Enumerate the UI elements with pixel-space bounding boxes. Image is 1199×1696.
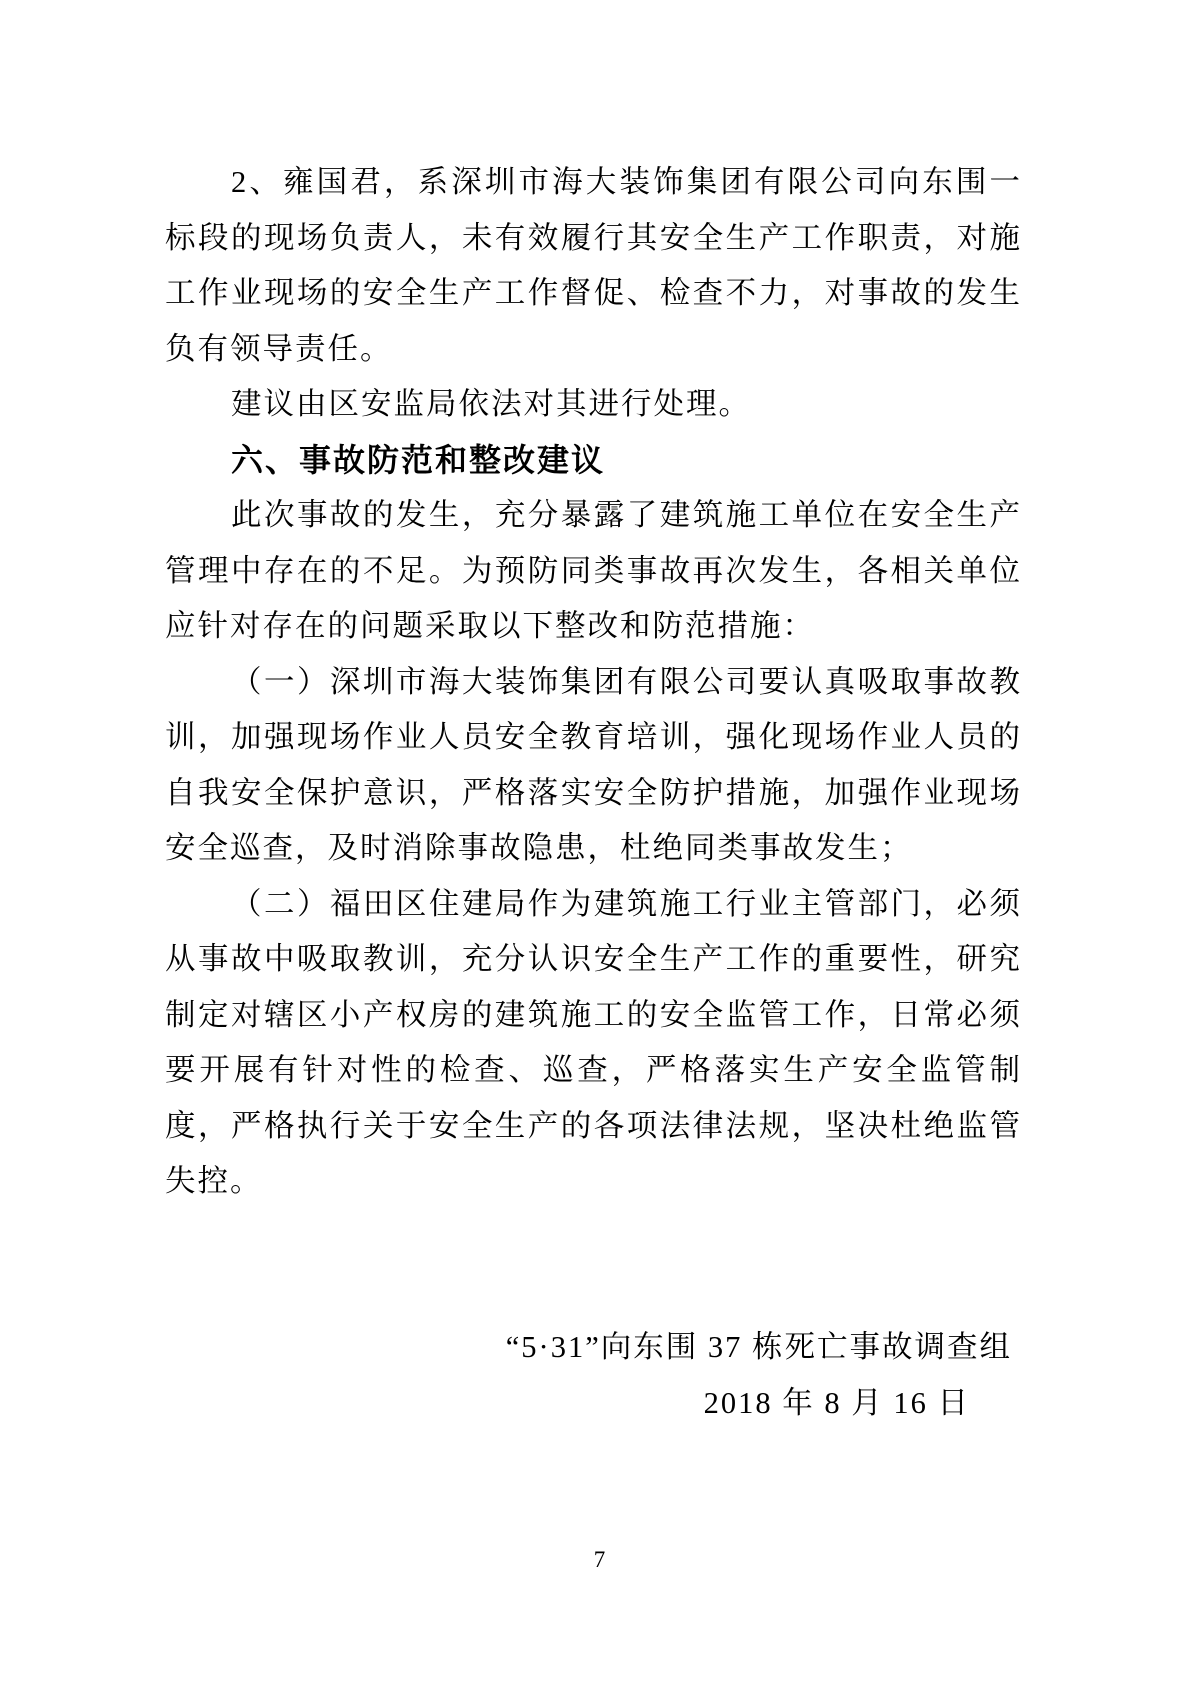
section-heading-prevention: 六、事故防范和整改建议 (231, 441, 606, 478)
signature-date: 2018 年 8 月 16 日 (703, 1385, 970, 1420)
document-body (165, 155, 1022, 1210)
signature-organization: “5·31”向东围 37 栋死亡事故调查组 (505, 1330, 1012, 1364)
paragraph-handling-recommendation: 建议由区安监局依法对其进行处理。 (231, 387, 751, 421)
paragraph-prevention-intro: 此次事故的发生，充分暴露了建筑施工单位在安全生产管理中存在的不足。为预防同类事故再次发生，各相关单位应针对存在的问题采取以下整改和防范措施： (165, 498, 1022, 643)
paragraph-measure-2: （二）福田区住建局作为建筑施工行业主管部门，必须从事故中吸取教训，充分认识安全生产工作的重要性，研究制定对辖区小产权房的建筑施工的安全监管工作，日常必须要开展有针对性的检查、巡查，严格落实生产安全监管制度，严格执行关于安全生产的各项法律法规，坚决杜绝监管失控。 (165, 886, 1022, 1198)
page-number: 7 (593, 1547, 606, 1572)
paragraph-measure-1: （一）深圳市海大装饰集团有限公司要认真吸取事故教训，加强现场作业人员安全教育培训，强化现场作业人员的自我安全保护意识，严格落实安全防护措施，加强作业现场安全巡查，及时消除事故隐患，杜绝同类事故发生； (165, 664, 1022, 865)
signature-block (165, 1320, 1022, 1431)
paragraph-liability-yongguojun: 2、雍国君，系深圳市海大装饰集团有限公司向东围一标段的现场负责人，未有效履行其安全生产工作职责，对施工作业现场的安全生产工作督促、检查不力，对事故的发生负有领导责任。 (165, 165, 1022, 366)
